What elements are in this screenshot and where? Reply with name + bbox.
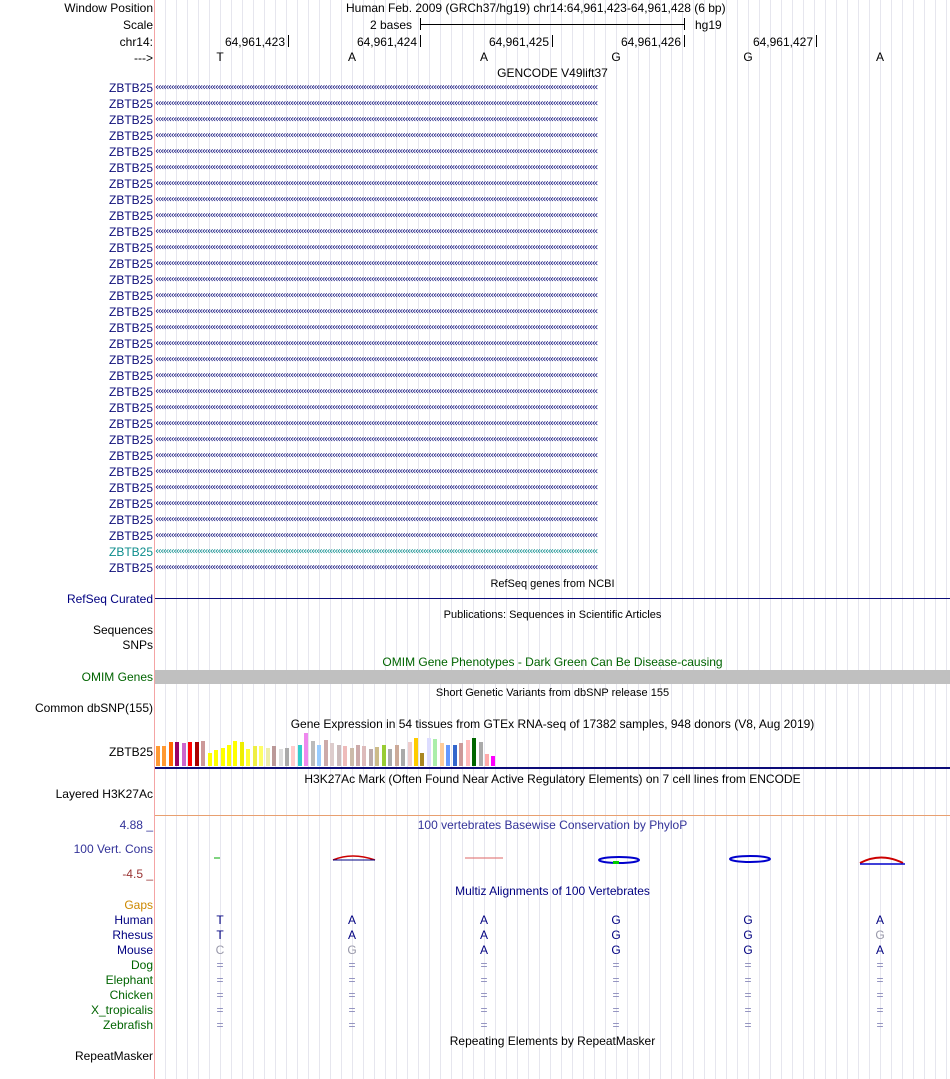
gtex-tissue-bar[interactable]: [375, 747, 379, 766]
ruler-tick: [816, 35, 817, 47]
phylop-mark: [333, 856, 375, 860]
multiz-base: =: [216, 973, 224, 987]
gencode-transcript-label[interactable]: ZBTB25: [108, 529, 153, 543]
reference-base: G: [743, 50, 753, 64]
gtex-tissue-bar[interactable]: [162, 746, 166, 766]
gtex-tissue-bar[interactable]: [446, 745, 450, 766]
gencode-transcript-label[interactable]: ZBTB25: [108, 161, 153, 175]
gtex-tissue-bar[interactable]: [169, 742, 173, 766]
multiz-base: =: [348, 1003, 356, 1017]
phylop-mark: [860, 858, 903, 864]
multiz-base: =: [216, 1018, 224, 1032]
multiz-base: =: [744, 1003, 752, 1017]
window-position-label: Window Position: [64, 1, 153, 15]
ruler-position-label: 64,961,426: [620, 35, 681, 49]
assembly-position[interactable]: Human Feb. 2009 (GRCh37/hg19) chr14:64,961,423-64,961,428 (6 bp): [346, 1, 726, 15]
gtex-tissue-bar[interactable]: [182, 743, 186, 766]
gtex-baseline: [155, 767, 950, 769]
gtex-tissue-bar[interactable]: [208, 753, 212, 766]
multiz-base: =: [612, 973, 620, 987]
gtex-tissue-bar[interactable]: [337, 745, 341, 766]
gencode-transcript-label[interactable]: ZBTB25: [108, 129, 153, 143]
multiz-base: =: [216, 1003, 224, 1017]
gtex-tissue-bar[interactable]: [188, 742, 192, 766]
gtex-tissue-bar[interactable]: [259, 746, 263, 766]
multiz-title[interactable]: Multiz Alignments of 100 Vertebrates: [455, 884, 650, 898]
phylop-mark: [730, 856, 770, 862]
multiz-base: =: [348, 973, 356, 987]
gencode-transcript-feature[interactable]: ‹‹‹‹‹‹‹‹‹‹‹‹‹‹‹‹‹‹‹‹‹‹‹‹‹‹‹‹‹‹‹‹‹‹‹‹‹‹‹‹‹‹‹‹‹‹‹‹‹‹‹‹‹‹‹‹‹‹‹‹‹‹‹‹‹‹‹‹‹‹‹‹‹‹‹‹‹‹‹‹‹‹‹‹‹‹‹‹‹‹‹‹‹‹‹‹‹‹‹‹‹‹‹‹‹‹‹‹‹‹‹‹‹‹‹‹‹‹‹‹‹‹‹‹‹‹‹‹‹‹‹‹‹‹‹‹‹‹‹‹‹‹‹‹‹‹‹‹‹‹‹‹‹‹‹‹‹‹‹‹‹‹‹‹‹‹‹‹‹‹: [155, 226, 597, 237]
gencode-transcript-label[interactable]: ZBTB25: [108, 481, 153, 495]
gtex-tissue-bar[interactable]: [485, 754, 489, 766]
multiz-base: =: [744, 1018, 752, 1032]
gencode-transcript-feature[interactable]: ‹‹‹‹‹‹‹‹‹‹‹‹‹‹‹‹‹‹‹‹‹‹‹‹‹‹‹‹‹‹‹‹‹‹‹‹‹‹‹‹‹‹‹‹‹‹‹‹‹‹‹‹‹‹‹‹‹‹‹‹‹‹‹‹‹‹‹‹‹‹‹‹‹‹‹‹‹‹‹‹‹‹‹‹‹‹‹‹‹‹‹‹‹‹‹‹‹‹‹‹‹‹‹‹‹‹‹‹‹‹‹‹‹‹‹‹‹‹‹‹‹‹‹‹‹‹‹‹‹‹‹‹‹‹‹‹‹‹‹‹‹‹‹‹‹‹‹‹‹‹‹‹‹‹‹‹‹‹‹‹‹‹‹‹‹‹‹‹‹‹: [155, 114, 597, 125]
multiz-base: =: [216, 988, 224, 1002]
phylop-title[interactable]: 100 vertebrates Basewise Conservation by PhyloP: [417, 818, 688, 832]
h3k27ac-title[interactable]: H3K27Ac Mark (Often Found Near Active Regulatory Elements) on 7 cell lines from ENCODE: [304, 772, 801, 786]
multiz-base: A: [875, 943, 884, 957]
multiz-base: A: [875, 913, 884, 927]
multiz-base: G: [347, 943, 357, 957]
multiz-base: =: [480, 988, 488, 1002]
gencode-transcript-label[interactable]: ZBTB25: [108, 145, 153, 159]
gtex-tissue-bar[interactable]: [266, 748, 270, 766]
publications-label-sequences[interactable]: Sequences: [92, 623, 153, 637]
multiz-base: G: [743, 913, 753, 927]
gencode-transcript-feature[interactable]: ‹‹‹‹‹‹‹‹‹‹‹‹‹‹‹‹‹‹‹‹‹‹‹‹‹‹‹‹‹‹‹‹‹‹‹‹‹‹‹‹‹‹‹‹‹‹‹‹‹‹‹‹‹‹‹‹‹‹‹‹‹‹‹‹‹‹‹‹‹‹‹‹‹‹‹‹‹‹‹‹‹‹‹‹‹‹‹‹‹‹‹‹‹‹‹‹‹‹‹‹‹‹‹‹‹‹‹‹‹‹‹‹‹‹‹‹‹‹‹‹‹‹‹‹‹‹‹‹‹‹‹‹‹‹‹‹‹‹‹‹‹‹‹‹‹‹‹‹‹‹‹‹‹‹‹‹‹‹‹‹‹‹‹‹‹‹‹‹‹‹: [155, 530, 597, 541]
ruler-tick: [420, 35, 421, 47]
multiz-base: T: [216, 913, 224, 927]
multiz-species-label[interactable]: X_tropicalis: [90, 1003, 153, 1017]
gtex-tissue-bar[interactable]: [491, 756, 495, 766]
gtex-tissue-bar[interactable]: [279, 749, 283, 766]
gencode-transcript-feature[interactable]: ‹‹‹‹‹‹‹‹‹‹‹‹‹‹‹‹‹‹‹‹‹‹‹‹‹‹‹‹‹‹‹‹‹‹‹‹‹‹‹‹‹‹‹‹‹‹‹‹‹‹‹‹‹‹‹‹‹‹‹‹‹‹‹‹‹‹‹‹‹‹‹‹‹‹‹‹‹‹‹‹‹‹‹‹‹‹‹‹‹‹‹‹‹‹‹‹‹‹‹‹‹‹‹‹‹‹‹‹‹‹‹‹‹‹‹‹‹‹‹‹‹‹‹‹‹‹‹‹‹‹‹‹‹‹‹‹‹‹‹‹‹‹‹‹‹‹‹‹‹‹‹‹‹‹‹‹‹‹‹‹‹‹‹‹‹‹‹‹‹‹: [155, 306, 597, 317]
gencode-transcript-feature[interactable]: ‹‹‹‹‹‹‹‹‹‹‹‹‹‹‹‹‹‹‹‹‹‹‹‹‹‹‹‹‹‹‹‹‹‹‹‹‹‹‹‹‹‹‹‹‹‹‹‹‹‹‹‹‹‹‹‹‹‹‹‹‹‹‹‹‹‹‹‹‹‹‹‹‹‹‹‹‹‹‹‹‹‹‹‹‹‹‹‹‹‹‹‹‹‹‹‹‹‹‹‹‹‹‹‹‹‹‹‹‹‹‹‹‹‹‹‹‹‹‹‹‹‹‹‹‹‹‹‹‹‹‹‹‹‹‹‹‹‹‹‹‹‹‹‹‹‹‹‹‹‹‹‹‹‹‹‹‹‹‹‹‹‹‹‹‹‹‹‹‹‹: [155, 210, 597, 221]
gencode-title[interactable]: GENCODE V49lift37: [497, 66, 608, 80]
gtex-tissue-bar[interactable]: [395, 745, 399, 766]
gencode-transcript-label[interactable]: ZBTB25: [108, 193, 153, 207]
multiz-species-label[interactable]: Elephant: [105, 973, 153, 987]
gencode-transcript-feature[interactable]: ‹‹‹‹‹‹‹‹‹‹‹‹‹‹‹‹‹‹‹‹‹‹‹‹‹‹‹‹‹‹‹‹‹‹‹‹‹‹‹‹‹‹‹‹‹‹‹‹‹‹‹‹‹‹‹‹‹‹‹‹‹‹‹‹‹‹‹‹‹‹‹‹‹‹‹‹‹‹‹‹‹‹‹‹‹‹‹‹‹‹‹‹‹‹‹‹‹‹‹‹‹‹‹‹‹‹‹‹‹‹‹‹‹‹‹‹‹‹‹‹‹‹‹‹‹‹‹‹‹‹‹‹‹‹‹‹‹‹‹‹‹‹‹‹‹‹‹‹‹‹‹‹‹‹‹‹‹‹‹‹‹‹‹‹‹‹‹‹‹‹: [155, 322, 597, 333]
gencode-transcript-label[interactable]: ZBTB25: [108, 369, 153, 383]
phylop-signal[interactable]: [155, 848, 950, 870]
gencode-transcript-feature[interactable]: ‹‹‹‹‹‹‹‹‹‹‹‹‹‹‹‹‹‹‹‹‹‹‹‹‹‹‹‹‹‹‹‹‹‹‹‹‹‹‹‹‹‹‹‹‹‹‹‹‹‹‹‹‹‹‹‹‹‹‹‹‹‹‹‹‹‹‹‹‹‹‹‹‹‹‹‹‹‹‹‹‹‹‹‹‹‹‹‹‹‹‹‹‹‹‹‹‹‹‹‹‹‹‹‹‹‹‹‹‹‹‹‹‹‹‹‹‹‹‹‹‹‹‹‹‹‹‹‹‹‹‹‹‹‹‹‹‹‹‹‹‹‹‹‹‹‹‹‹‹‹‹‹‹‹‹‹‹‹‹‹‹‹‹‹‹‹‹‹‹‹: [155, 274, 597, 285]
scale-bar-right-tick: [684, 18, 685, 30]
gencode-transcript-label[interactable]: ZBTB25: [108, 401, 153, 415]
gencode-transcript-feature[interactable]: ‹‹‹‹‹‹‹‹‹‹‹‹‹‹‹‹‹‹‹‹‹‹‹‹‹‹‹‹‹‹‹‹‹‹‹‹‹‹‹‹‹‹‹‹‹‹‹‹‹‹‹‹‹‹‹‹‹‹‹‹‹‹‹‹‹‹‹‹‹‹‹‹‹‹‹‹‹‹‹‹‹‹‹‹‹‹‹‹‹‹‹‹‹‹‹‹‹‹‹‹‹‹‹‹‹‹‹‹‹‹‹‹‹‹‹‹‹‹‹‹‹‹‹‹‹‹‹‹‹‹‹‹‹‹‹‹‹‹‹‹‹‹‹‹‹‹‹‹‹‹‹‹‹‹‹‹‹‹‹‹‹‹‹‹‹‹‹‹‹‹: [155, 98, 597, 109]
multiz-base: =: [876, 1003, 884, 1017]
multiz-base: =: [876, 1018, 884, 1032]
multiz-base: =: [348, 988, 356, 1002]
scale-bases: 2 bases: [370, 18, 413, 32]
gencode-transcript-label[interactable]: ZBTB25: [108, 321, 153, 335]
multiz-base: =: [612, 1018, 620, 1032]
multiz-base: =: [876, 958, 884, 972]
gtex-tissue-bar[interactable]: [453, 745, 457, 766]
gencode-transcript-label[interactable]: ZBTB25: [108, 273, 153, 287]
dbsnp-title[interactable]: Short Genetic Variants from dbSNP release 155: [435, 687, 670, 699]
multiz-base: =: [744, 958, 752, 972]
gencode-transcript-label[interactable]: ZBTB25: [108, 81, 153, 95]
gtex-tissue-bar[interactable]: [382, 745, 386, 766]
refseq-title[interactable]: RefSeq genes from NCBI: [490, 578, 615, 590]
scale-bar-left-tick: [420, 18, 421, 30]
multiz-base: =: [480, 958, 488, 972]
omim-title[interactable]: OMIM Gene Phenotypes - Dark Green Can Be Disease-causing: [382, 655, 723, 669]
publications-title[interactable]: Publications: Sequences in Scientific Articles: [443, 609, 662, 621]
gencode-transcript-feature[interactable]: ‹‹‹‹‹‹‹‹‹‹‹‹‹‹‹‹‹‹‹‹‹‹‹‹‹‹‹‹‹‹‹‹‹‹‹‹‹‹‹‹‹‹‹‹‹‹‹‹‹‹‹‹‹‹‹‹‹‹‹‹‹‹‹‹‹‹‹‹‹‹‹‹‹‹‹‹‹‹‹‹‹‹‹‹‹‹‹‹‹‹‹‹‹‹‹‹‹‹‹‹‹‹‹‹‹‹‹‹‹‹‹‹‹‹‹‹‹‹‹‹‹‹‹‹‹‹‹‹‹‹‹‹‹‹‹‹‹‹‹‹‹‹‹‹‹‹‹‹‹‹‹‹‹‹‹‹‹‹‹‹‹‹‹‹‹‹‹‹‹‹: [155, 434, 597, 445]
gencode-transcript-label[interactable]: ZBTB25: [108, 257, 153, 271]
multiz-base: =: [612, 1003, 620, 1017]
multiz-base: =: [480, 1003, 488, 1017]
gencode-transcript-feature[interactable]: ‹‹‹‹‹‹‹‹‹‹‹‹‹‹‹‹‹‹‹‹‹‹‹‹‹‹‹‹‹‹‹‹‹‹‹‹‹‹‹‹‹‹‹‹‹‹‹‹‹‹‹‹‹‹‹‹‹‹‹‹‹‹‹‹‹‹‹‹‹‹‹‹‹‹‹‹‹‹‹‹‹‹‹‹‹‹‹‹‹‹‹‹‹‹‹‹‹‹‹‹‹‹‹‹‹‹‹‹‹‹‹‹‹‹‹‹‹‹‹‹‹‹‹‹‹‹‹‹‹‹‹‹‹‹‹‹‹‹‹‹‹‹‹‹‹‹‹‹‹‹‹‹‹‹‹‹‹‹‹‹‹‹‹‹‹‹‹‹‹‹: [155, 130, 597, 141]
multiz-base: =: [876, 988, 884, 1002]
gtex-tissue-bar[interactable]: [156, 746, 160, 766]
gtex-tissue-bar[interactable]: [420, 753, 424, 766]
gencode-transcript-label[interactable]: ZBTB25: [108, 113, 153, 127]
gtex-label[interactable]: ZBTB25: [108, 745, 153, 759]
multiz-base: G: [611, 928, 621, 942]
gencode-transcript-label[interactable]: ZBTB25: [108, 305, 153, 319]
gtex-tissue-bar[interactable]: [414, 738, 418, 766]
gencode-transcript-label[interactable]: ZBTB25: [108, 449, 153, 463]
ruler-tick: [684, 35, 685, 47]
gtex-tissue-bar[interactable]: [214, 750, 218, 766]
gencode-transcript-feature[interactable]: ‹‹‹‹‹‹‹‹‹‹‹‹‹‹‹‹‹‹‹‹‹‹‹‹‹‹‹‹‹‹‹‹‹‹‹‹‹‹‹‹‹‹‹‹‹‹‹‹‹‹‹‹‹‹‹‹‹‹‹‹‹‹‹‹‹‹‹‹‹‹‹‹‹‹‹‹‹‹‹‹‹‹‹‹‹‹‹‹‹‹‹‹‹‹‹‹‹‹‹‹‹‹‹‹‹‹‹‹‹‹‹‹‹‹‹‹‹‹‹‹‹‹‹‹‹‹‹‹‹‹‹‹‹‹‹‹‹‹‹‹‹‹‹‹‹‹‹‹‹‹‹‹‹‹‹‹‹‹‹‹‹‹‹‹‹‹‹‹‹‹: [155, 178, 597, 189]
ruler-tick: [288, 35, 289, 47]
strand-label[interactable]: --->: [134, 51, 153, 65]
multiz-base: A: [347, 928, 356, 942]
publications-label-snps[interactable]: SNPs: [122, 638, 153, 652]
gtex-tissue-bar[interactable]: [369, 749, 373, 766]
gencode-transcript-label[interactable]: ZBTB25: [108, 513, 153, 527]
gencode-transcript-feature[interactable]: ‹‹‹‹‹‹‹‹‹‹‹‹‹‹‹‹‹‹‹‹‹‹‹‹‹‹‹‹‹‹‹‹‹‹‹‹‹‹‹‹‹‹‹‹‹‹‹‹‹‹‹‹‹‹‹‹‹‹‹‹‹‹‹‹‹‹‹‹‹‹‹‹‹‹‹‹‹‹‹‹‹‹‹‹‹‹‹‹‹‹‹‹‹‹‹‹‹‹‹‹‹‹‹‹‹‹‹‹‹‹‹‹‹‹‹‹‹‹‹‹‹‹‹‹‹‹‹‹‹‹‹‹‹‹‹‹‹‹‹‹‹‹‹‹‹‹‹‹‹‹‹‹‹‹‹‹‹‹‹‹‹‹‹‹‹‹‹‹‹‹: [155, 242, 597, 253]
gtex-tissue-bar[interactable]: [221, 748, 225, 766]
refseq-label[interactable]: RefSeq Curated: [66, 592, 153, 606]
phylop-mark: [613, 861, 619, 864]
multiz-base: =: [480, 1018, 488, 1032]
gtex-tissue-bar[interactable]: [401, 749, 405, 766]
gencode-transcript-label[interactable]: ZBTB25: [108, 465, 153, 479]
multiz-base: A: [347, 913, 356, 927]
gencode-transcript-feature[interactable]: ‹‹‹‹‹‹‹‹‹‹‹‹‹‹‹‹‹‹‹‹‹‹‹‹‹‹‹‹‹‹‹‹‹‹‹‹‹‹‹‹‹‹‹‹‹‹‹‹‹‹‹‹‹‹‹‹‹‹‹‹‹‹‹‹‹‹‹‹‹‹‹‹‹‹‹‹‹‹‹‹‹‹‹‹‹‹‹‹‹‹‹‹‹‹‹‹‹‹‹‹‹‹‹‹‹‹‹‹‹‹‹‹‹‹‹‹‹‹‹‹‹‹‹‹‹‹‹‹‹‹‹‹‹‹‹‹‹‹‹‹‹‹‹‹‹‹‹‹‹‹‹‹‹‹‹‹‹‹‹‹‹‹‹‹‹‹‹‹‹‹: [155, 514, 597, 525]
gencode-transcript-feature[interactable]: ‹‹‹‹‹‹‹‹‹‹‹‹‹‹‹‹‹‹‹‹‹‹‹‹‹‹‹‹‹‹‹‹‹‹‹‹‹‹‹‹‹‹‹‹‹‹‹‹‹‹‹‹‹‹‹‹‹‹‹‹‹‹‹‹‹‹‹‹‹‹‹‹‹‹‹‹‹‹‹‹‹‹‹‹‹‹‹‹‹‹‹‹‹‹‹‹‹‹‹‹‹‹‹‹‹‹‹‹‹‹‹‹‹‹‹‹‹‹‹‹‹‹‹‹‹‹‹‹‹‹‹‹‹‹‹‹‹‹‹‹‹‹‹‹‹‹‹‹‹‹‹‹‹‹‹‹‹‹‹‹‹‹‹‹‹‹‹‹‹‹: [155, 146, 597, 157]
multiz-base: =: [348, 958, 356, 972]
multiz-base: =: [480, 973, 488, 987]
refseq-feature-line[interactable]: [155, 598, 950, 599]
gencode-transcript-label[interactable]: ZBTB25: [108, 385, 153, 399]
multiz-base: A: [479, 913, 488, 927]
gtex-tissue-bar[interactable]: [350, 748, 354, 766]
gencode-transcript-label[interactable]: ZBTB25: [108, 209, 153, 223]
ruler-position-label: 64,961,425: [488, 35, 549, 49]
multiz-base: =: [612, 958, 620, 972]
scale-label: Scale: [122, 18, 153, 32]
chrom-label: chr14:: [119, 35, 153, 49]
gtex-tissue-bar[interactable]: [479, 742, 483, 766]
multiz-base: =: [744, 973, 752, 987]
phylop-label[interactable]: 100 Vert. Cons: [73, 842, 153, 856]
gtex-title[interactable]: Gene Expression in 54 tissues from GTEx RNA-seq of 17382 samples, 948 donors (V8, Aug 2019): [290, 717, 815, 731]
multiz-base: =: [612, 988, 620, 1002]
gencode-transcript-feature[interactable]: ‹‹‹‹‹‹‹‹‹‹‹‹‹‹‹‹‹‹‹‹‹‹‹‹‹‹‹‹‹‹‹‹‹‹‹‹‹‹‹‹‹‹‹‹‹‹‹‹‹‹‹‹‹‹‹‹‹‹‹‹‹‹‹‹‹‹‹‹‹‹‹‹‹‹‹‹‹‹‹‹‹‹‹‹‹‹‹‹‹‹‹‹‹‹‹‹‹‹‹‹‹‹‹‹‹‹‹‹‹‹‹‹‹‹‹‹‹‹‹‹‹‹‹‹‹‹‹‹‹‹‹‹‹‹‹‹‹‹‹‹‹‹‹‹‹‹‹‹‹‹‹‹‹‹‹‹‹‹‹‹‹‹‹‹‹‹‹‹‹‹: [155, 290, 597, 301]
multiz-base: G: [875, 928, 885, 942]
gencode-transcript-label[interactable]: ZBTB25: [108, 497, 153, 511]
multiz-base: A: [479, 928, 488, 942]
gencode-transcript-label[interactable]: ZBTB25: [108, 177, 153, 191]
multiz-base: C: [215, 943, 225, 957]
gencode-transcript-feature[interactable]: ‹‹‹‹‹‹‹‹‹‹‹‹‹‹‹‹‹‹‹‹‹‹‹‹‹‹‹‹‹‹‹‹‹‹‹‹‹‹‹‹‹‹‹‹‹‹‹‹‹‹‹‹‹‹‹‹‹‹‹‹‹‹‹‹‹‹‹‹‹‹‹‹‹‹‹‹‹‹‹‹‹‹‹‹‹‹‹‹‹‹‹‹‹‹‹‹‹‹‹‹‹‹‹‹‹‹‹‹‹‹‹‹‹‹‹‹‹‹‹‹‹‹‹‹‹‹‹‹‹‹‹‹‹‹‹‹‹‹‹‹‹‹‹‹‹‹‹‹‹‹‹‹‹‹‹‹‹‹‹‹‹‹‹‹‹‹‹‹‹‹: [155, 194, 597, 205]
gencode-transcript-feature[interactable]: ‹‹‹‹‹‹‹‹‹‹‹‹‹‹‹‹‹‹‹‹‹‹‹‹‹‹‹‹‹‹‹‹‹‹‹‹‹‹‹‹‹‹‹‹‹‹‹‹‹‹‹‹‹‹‹‹‹‹‹‹‹‹‹‹‹‹‹‹‹‹‹‹‹‹‹‹‹‹‹‹‹‹‹‹‹‹‹‹‹‹‹‹‹‹‹‹‹‹‹‹‹‹‹‹‹‹‹‹‹‹‹‹‹‹‹‹‹‹‹‹‹‹‹‹‹‹‹‹‹‹‹‹‹‹‹‹‹‹‹‹‹‹‹‹‹‹‹‹‹‹‹‹‹‹‹‹‹‹‹‹‹‹‹‹‹‹‹‹‹‹: [155, 482, 597, 493]
gtex-tissue-bar[interactable]: [201, 741, 205, 766]
gencode-transcript-feature[interactable]: ‹‹‹‹‹‹‹‹‹‹‹‹‹‹‹‹‹‹‹‹‹‹‹‹‹‹‹‹‹‹‹‹‹‹‹‹‹‹‹‹‹‹‹‹‹‹‹‹‹‹‹‹‹‹‹‹‹‹‹‹‹‹‹‹‹‹‹‹‹‹‹‹‹‹‹‹‹‹‹‹‹‹‹‹‹‹‹‹‹‹‹‹‹‹‹‹‹‹‹‹‹‹‹‹‹‹‹‹‹‹‹‹‹‹‹‹‹‹‹‹‹‹‹‹‹‹‹‹‹‹‹‹‹‹‹‹‹‹‹‹‹‹‹‹‹‹‹‹‹‹‹‹‹‹‹‹‹‹‹‹‹‹‹‹‹‹‹‹‹‹: [155, 258, 597, 269]
reference-base: T: [216, 50, 224, 64]
reference-base: A: [347, 50, 356, 64]
multiz-base: =: [876, 973, 884, 987]
multiz-base: =: [744, 988, 752, 1002]
ruler-tick: [552, 35, 553, 47]
gencode-transcript-feature[interactable]: ‹‹‹‹‹‹‹‹‹‹‹‹‹‹‹‹‹‹‹‹‹‹‹‹‹‹‹‹‹‹‹‹‹‹‹‹‹‹‹‹‹‹‹‹‹‹‹‹‹‹‹‹‹‹‹‹‹‹‹‹‹‹‹‹‹‹‹‹‹‹‹‹‹‹‹‹‹‹‹‹‹‹‹‹‹‹‹‹‹‹‹‹‹‹‹‹‹‹‹‹‹‹‹‹‹‹‹‹‹‹‹‹‹‹‹‹‹‹‹‹‹‹‹‹‹‹‹‹‹‹‹‹‹‹‹‹‹‹‹‹‹‹‹‹‹‹‹‹‹‹‹‹‹‹‹‹‹‹‹‹‹‹‹‹‹‹‹‹‹‹: [155, 82, 597, 93]
gtex-tissue-bar[interactable]: [240, 742, 244, 766]
gtex-tissue-bar[interactable]: [298, 745, 302, 766]
multiz-base: =: [216, 958, 224, 972]
gtex-tissue-bar[interactable]: [324, 740, 328, 766]
gencode-transcript-feature[interactable]: ‹‹‹‹‹‹‹‹‹‹‹‹‹‹‹‹‹‹‹‹‹‹‹‹‹‹‹‹‹‹‹‹‹‹‹‹‹‹‹‹‹‹‹‹‹‹‹‹‹‹‹‹‹‹‹‹‹‹‹‹‹‹‹‹‹‹‹‹‹‹‹‹‹‹‹‹‹‹‹‹‹‹‹‹‹‹‹‹‹‹‹‹‹‹‹‹‹‹‹‹‹‹‹‹‹‹‹‹‹‹‹‹‹‹‹‹‹‹‹‹‹‹‹‹‹‹‹‹‹‹‹‹‹‹‹‹‹‹‹‹‹‹‹‹‹‹‹‹‹‹‹‹‹‹‹‹‹‹‹‹‹‹‹‹‹‹‹‹‹‹: [155, 386, 597, 397]
reference-base: A: [479, 50, 488, 64]
multiz-species-label[interactable]: Dog: [130, 958, 153, 972]
omim-feature-bar[interactable]: [155, 670, 950, 684]
multiz-base: A: [479, 943, 488, 957]
ruler-position-label: 64,961,423: [224, 35, 285, 49]
multiz-species-label[interactable]: Mouse: [116, 943, 153, 957]
gtex-tissue-bar[interactable]: [175, 742, 179, 766]
ruler-position-label: 64,961,424: [356, 35, 417, 49]
h3k27ac-label[interactable]: Layered H3K27Ac: [55, 787, 153, 801]
gencode-transcript-feature[interactable]: ‹‹‹‹‹‹‹‹‹‹‹‹‹‹‹‹‹‹‹‹‹‹‹‹‹‹‹‹‹‹‹‹‹‹‹‹‹‹‹‹‹‹‹‹‹‹‹‹‹‹‹‹‹‹‹‹‹‹‹‹‹‹‹‹‹‹‹‹‹‹‹‹‹‹‹‹‹‹‹‹‹‹‹‹‹‹‹‹‹‹‹‹‹‹‹‹‹‹‹‹‹‹‹‹‹‹‹‹‹‹‹‹‹‹‹‹‹‹‹‹‹‹‹‹‹‹‹‹‹‹‹‹‹‹‹‹‹‹‹‹‹‹‹‹‹‹‹‹‹‹‹‹‹‹‹‹‹‹‹‹‹‹‹‹‹‹‹‹‹‹: [155, 450, 597, 461]
gtex-tissue-bar[interactable]: [466, 740, 470, 766]
gencode-transcript-feature[interactable]: ‹‹‹‹‹‹‹‹‹‹‹‹‹‹‹‹‹‹‹‹‹‹‹‹‹‹‹‹‹‹‹‹‹‹‹‹‹‹‹‹‹‹‹‹‹‹‹‹‹‹‹‹‹‹‹‹‹‹‹‹‹‹‹‹‹‹‹‹‹‹‹‹‹‹‹‹‹‹‹‹‹‹‹‹‹‹‹‹‹‹‹‹‹‹‹‹‹‹‹‹‹‹‹‹‹‹‹‹‹‹‹‹‹‹‹‹‹‹‹‹‹‹‹‹‹‹‹‹‹‹‹‹‹‹‹‹‹‹‹‹‹‹‹‹‹‹‹‹‹‹‹‹‹‹‹‹‹‹‹‹‹‹‹‹‹‹‹‹‹‹: [155, 562, 597, 573]
gencode-transcript-feature[interactable]: ‹‹‹‹‹‹‹‹‹‹‹‹‹‹‹‹‹‹‹‹‹‹‹‹‹‹‹‹‹‹‹‹‹‹‹‹‹‹‹‹‹‹‹‹‹‹‹‹‹‹‹‹‹‹‹‹‹‹‹‹‹‹‹‹‹‹‹‹‹‹‹‹‹‹‹‹‹‹‹‹‹‹‹‹‹‹‹‹‹‹‹‹‹‹‹‹‹‹‹‹‹‹‹‹‹‹‹‹‹‹‹‹‹‹‹‹‹‹‹‹‹‹‹‹‹‹‹‹‹‹‹‹‹‹‹‹‹‹‹‹‹‹‹‹‹‹‹‹‹‹‹‹‹‹‹‹‹‹‹‹‹‹‹‹‹‹‹‹‹‹: [155, 402, 597, 413]
reference-base: A: [875, 50, 884, 64]
repeatmasker-title[interactable]: Repeating Elements by RepeatMasker: [449, 1034, 656, 1048]
gencode-transcript-feature[interactable]: ‹‹‹‹‹‹‹‹‹‹‹‹‹‹‹‹‹‹‹‹‹‹‹‹‹‹‹‹‹‹‹‹‹‹‹‹‹‹‹‹‹‹‹‹‹‹‹‹‹‹‹‹‹‹‹‹‹‹‹‹‹‹‹‹‹‹‹‹‹‹‹‹‹‹‹‹‹‹‹‹‹‹‹‹‹‹‹‹‹‹‹‹‹‹‹‹‹‹‹‹‹‹‹‹‹‹‹‹‹‹‹‹‹‹‹‹‹‹‹‹‹‹‹‹‹‹‹‹‹‹‹‹‹‹‹‹‹‹‹‹‹‹‹‹‹‹‹‹‹‹‹‹‹‹‹‹‹‹‹‹‹‹‹‹‹‹‹‹‹‹: [155, 354, 597, 365]
gtex-tissue-bar[interactable]: [388, 749, 392, 766]
gtex-tissue-bar[interactable]: [304, 733, 308, 766]
multiz-base: T: [216, 928, 224, 942]
gtex-tissue-bar[interactable]: [362, 746, 366, 766]
gencode-transcript-label[interactable]: ZBTB25: [108, 561, 153, 575]
gtex-bar-chart[interactable]: [155, 731, 555, 766]
gencode-transcript-label[interactable]: ZBTB25: [108, 337, 153, 351]
phylop-max-label: 4.88 _: [119, 818, 153, 832]
gencode-transcript-feature[interactable]: ‹‹‹‹‹‹‹‹‹‹‹‹‹‹‹‹‹‹‹‹‹‹‹‹‹‹‹‹‹‹‹‹‹‹‹‹‹‹‹‹‹‹‹‹‹‹‹‹‹‹‹‹‹‹‹‹‹‹‹‹‹‹‹‹‹‹‹‹‹‹‹‹‹‹‹‹‹‹‹‹‹‹‹‹‹‹‹‹‹‹‹‹‹‹‹‹‹‹‹‹‹‹‹‹‹‹‹‹‹‹‹‹‹‹‹‹‹‹‹‹‹‹‹‹‹‹‹‹‹‹‹‹‹‹‹‹‹‹‹‹‹‹‹‹‹‹‹‹‹‹‹‹‹‹‹‹‹‹‹‹‹‹‹‹‹‹‹‹‹‹: [155, 498, 597, 509]
multiz-species-label[interactable]: Rhesus: [112, 928, 153, 942]
multiz-species-label[interactable]: Human: [114, 913, 153, 927]
gencode-transcript-label[interactable]: ZBTB25: [108, 241, 153, 255]
gtex-tissue-bar[interactable]: [408, 742, 412, 766]
scale-db: hg19: [695, 18, 722, 32]
multiz-base: G: [743, 943, 753, 957]
gencode-transcript-label[interactable]: ZBTB25: [108, 545, 153, 559]
gencode-transcript-feature[interactable]: ‹‹‹‹‹‹‹‹‹‹‹‹‹‹‹‹‹‹‹‹‹‹‹‹‹‹‹‹‹‹‹‹‹‹‹‹‹‹‹‹‹‹‹‹‹‹‹‹‹‹‹‹‹‹‹‹‹‹‹‹‹‹‹‹‹‹‹‹‹‹‹‹‹‹‹‹‹‹‹‹‹‹‹‹‹‹‹‹‹‹‹‹‹‹‹‹‹‹‹‹‹‹‹‹‹‹‹‹‹‹‹‹‹‹‹‹‹‹‹‹‹‹‹‹‹‹‹‹‹‹‹‹‹‹‹‹‹‹‹‹‹‹‹‹‹‹‹‹‹‹‹‹‹‹‹‹‹‹‹‹‹‹‹‹‹‹‹‹‹‹: [155, 546, 597, 557]
gencode-transcript-label[interactable]: ZBTB25: [108, 289, 153, 303]
multiz-base: =: [348, 1018, 356, 1032]
phylop-min-label: -4.5 _: [122, 867, 153, 881]
h3k27ac-baseline: [155, 815, 950, 816]
gtex-tissue-bar[interactable]: [291, 746, 295, 766]
scale-bar: [420, 24, 685, 25]
gencode-transcript-feature[interactable]: ‹‹‹‹‹‹‹‹‹‹‹‹‹‹‹‹‹‹‹‹‹‹‹‹‹‹‹‹‹‹‹‹‹‹‹‹‹‹‹‹‹‹‹‹‹‹‹‹‹‹‹‹‹‹‹‹‹‹‹‹‹‹‹‹‹‹‹‹‹‹‹‹‹‹‹‹‹‹‹‹‹‹‹‹‹‹‹‹‹‹‹‹‹‹‹‹‹‹‹‹‹‹‹‹‹‹‹‹‹‹‹‹‹‹‹‹‹‹‹‹‹‹‹‹‹‹‹‹‹‹‹‹‹‹‹‹‹‹‹‹‹‹‹‹‹‹‹‹‹‹‹‹‹‹‹‹‹‹‹‹‹‹‹‹‹‹‹‹‹‹: [155, 466, 597, 477]
gtex-tissue-bar[interactable]: [472, 738, 476, 766]
ruler-position-label: 64,961,427: [752, 35, 813, 49]
gencode-transcript-feature[interactable]: ‹‹‹‹‹‹‹‹‹‹‹‹‹‹‹‹‹‹‹‹‹‹‹‹‹‹‹‹‹‹‹‹‹‹‹‹‹‹‹‹‹‹‹‹‹‹‹‹‹‹‹‹‹‹‹‹‹‹‹‹‹‹‹‹‹‹‹‹‹‹‹‹‹‹‹‹‹‹‹‹‹‹‹‹‹‹‹‹‹‹‹‹‹‹‹‹‹‹‹‹‹‹‹‹‹‹‹‹‹‹‹‹‹‹‹‹‹‹‹‹‹‹‹‹‹‹‹‹‹‹‹‹‹‹‹‹‹‹‹‹‹‹‹‹‹‹‹‹‹‹‹‹‹‹‹‹‹‹‹‹‹‹‹‹‹‹‹‹‹‹: [155, 370, 597, 381]
gtex-tissue-bar[interactable]: [246, 749, 250, 766]
gencode-transcript-label[interactable]: ZBTB25: [108, 433, 153, 447]
gtex-tissue-bar[interactable]: [253, 746, 257, 766]
gencode-transcript-feature[interactable]: ‹‹‹‹‹‹‹‹‹‹‹‹‹‹‹‹‹‹‹‹‹‹‹‹‹‹‹‹‹‹‹‹‹‹‹‹‹‹‹‹‹‹‹‹‹‹‹‹‹‹‹‹‹‹‹‹‹‹‹‹‹‹‹‹‹‹‹‹‹‹‹‹‹‹‹‹‹‹‹‹‹‹‹‹‹‹‹‹‹‹‹‹‹‹‹‹‹‹‹‹‹‹‹‹‹‹‹‹‹‹‹‹‹‹‹‹‹‹‹‹‹‹‹‹‹‹‹‹‹‹‹‹‹‹‹‹‹‹‹‹‹‹‹‹‹‹‹‹‹‹‹‹‹‹‹‹‹‹‹‹‹‹‹‹‹‹‹‹‹‹: [155, 162, 597, 173]
omim-label[interactable]: OMIM Genes: [81, 670, 153, 684]
gtex-tissue-bar[interactable]: [195, 742, 199, 766]
gencode-transcript-label[interactable]: ZBTB25: [108, 417, 153, 431]
gtex-tissue-bar[interactable]: [330, 743, 334, 766]
multiz-species-label[interactable]: Chicken: [109, 988, 153, 1002]
gtex-tissue-bar[interactable]: [356, 745, 360, 766]
reference-base: G: [611, 50, 621, 64]
multiz-species-label[interactable]: Zebrafish: [102, 1018, 153, 1032]
multiz-gaps-label: Gaps: [124, 898, 153, 912]
gencode-transcript-feature[interactable]: ‹‹‹‹‹‹‹‹‹‹‹‹‹‹‹‹‹‹‹‹‹‹‹‹‹‹‹‹‹‹‹‹‹‹‹‹‹‹‹‹‹‹‹‹‹‹‹‹‹‹‹‹‹‹‹‹‹‹‹‹‹‹‹‹‹‹‹‹‹‹‹‹‹‹‹‹‹‹‹‹‹‹‹‹‹‹‹‹‹‹‹‹‹‹‹‹‹‹‹‹‹‹‹‹‹‹‹‹‹‹‹‹‹‹‹‹‹‹‹‹‹‹‹‹‹‹‹‹‹‹‹‹‹‹‹‹‹‹‹‹‹‹‹‹‹‹‹‹‹‹‹‹‹‹‹‹‹‹‹‹‹‹‹‹‹‹‹‹‹‹: [155, 418, 597, 429]
gtex-tissue-bar[interactable]: [227, 745, 231, 766]
gtex-tissue-bar[interactable]: [427, 738, 431, 766]
multiz-base: G: [743, 928, 753, 942]
gtex-tissue-bar[interactable]: [433, 739, 437, 766]
gtex-tissue-bar[interactable]: [272, 746, 276, 766]
multiz-base: G: [611, 943, 621, 957]
gtex-tissue-bar[interactable]: [285, 748, 289, 766]
dbsnp-label[interactable]: Common dbSNP(155): [34, 701, 153, 715]
gencode-transcript-label[interactable]: ZBTB25: [108, 97, 153, 111]
gtex-tissue-bar[interactable]: [233, 741, 237, 766]
gtex-tissue-bar[interactable]: [317, 745, 321, 766]
gtex-tissue-bar[interactable]: [343, 746, 347, 766]
gencode-transcript-label[interactable]: ZBTB25: [108, 353, 153, 367]
gencode-transcript-feature[interactable]: ‹‹‹‹‹‹‹‹‹‹‹‹‹‹‹‹‹‹‹‹‹‹‹‹‹‹‹‹‹‹‹‹‹‹‹‹‹‹‹‹‹‹‹‹‹‹‹‹‹‹‹‹‹‹‹‹‹‹‹‹‹‹‹‹‹‹‹‹‹‹‹‹‹‹‹‹‹‹‹‹‹‹‹‹‹‹‹‹‹‹‹‹‹‹‹‹‹‹‹‹‹‹‹‹‹‹‹‹‹‹‹‹‹‹‹‹‹‹‹‹‹‹‹‹‹‹‹‹‹‹‹‹‹‹‹‹‹‹‹‹‹‹‹‹‹‹‹‹‹‹‹‹‹‹‹‹‹‹‹‹‹‹‹‹‹‹‹‹‹‹: [155, 338, 597, 349]
gtex-tissue-bar[interactable]: [440, 743, 444, 766]
repeatmasker-label[interactable]: RepeatMasker: [74, 1049, 153, 1063]
multiz-base: G: [611, 913, 621, 927]
gtex-tissue-bar[interactable]: [311, 741, 315, 766]
gtex-tissue-bar[interactable]: [459, 743, 463, 766]
gencode-transcript-label[interactable]: ZBTB25: [108, 225, 153, 239]
